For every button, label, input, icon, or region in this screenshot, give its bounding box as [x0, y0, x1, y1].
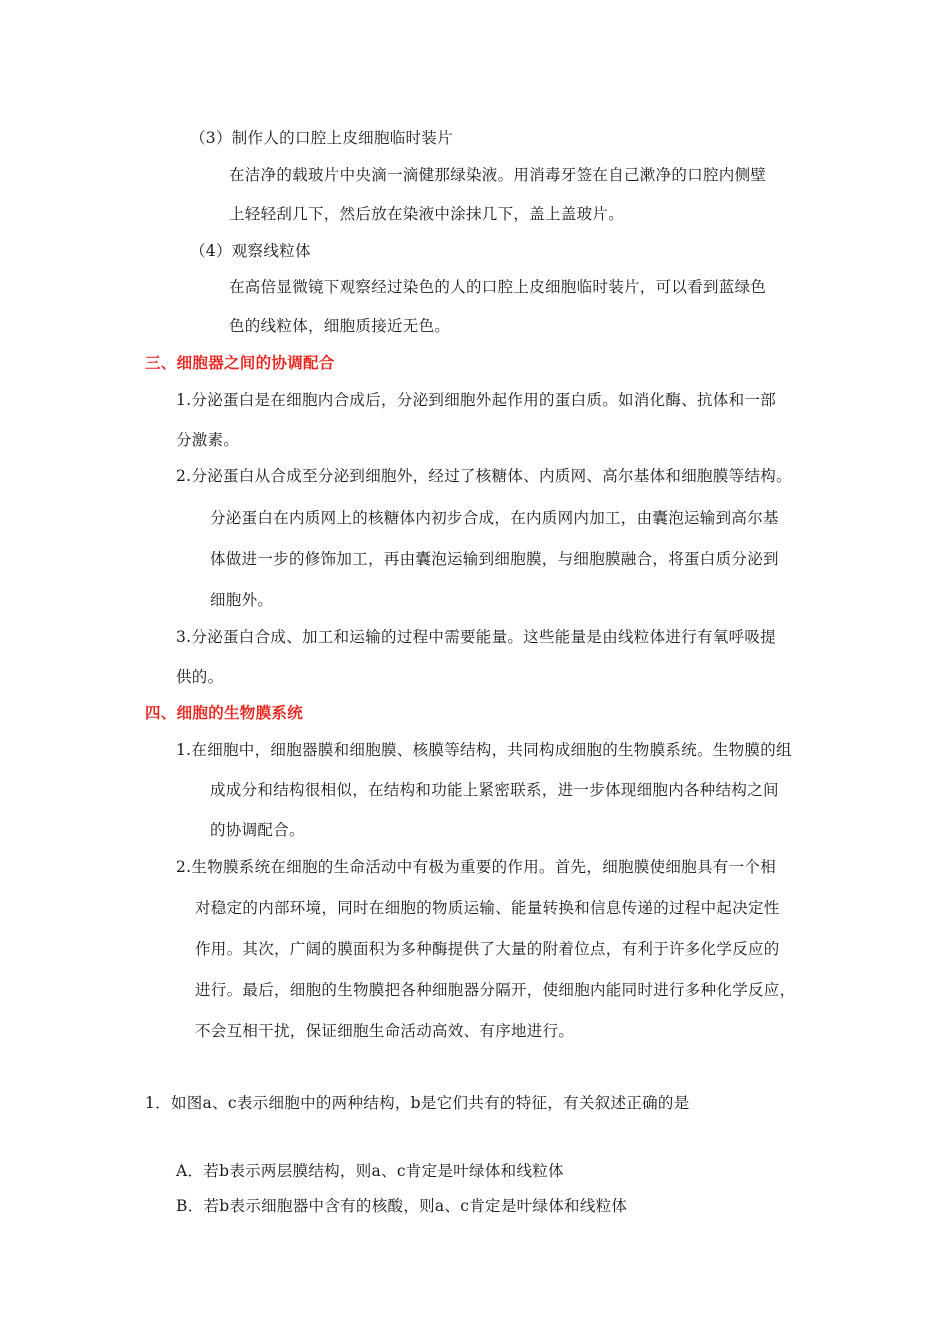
section3-p2-line4: 细胞外。 — [210, 591, 274, 609]
section3-p2-line1: 2.分泌蛋白从合成至分泌到细胞外，经过了核糖体、内质网、高尔基体和细胞膜等结构。 — [176, 467, 792, 485]
section3-p2-line3: 体做进一步的修饰加工，再由囊泡运输到细胞膜，与细胞膜融合，将蛋白质分泌到 — [210, 550, 779, 568]
item3-title: （3）制作人的口腔上皮细胞临时装片 — [190, 129, 453, 147]
item4-body-line1: 在高倍显微镜下观察经过染色的人的口腔上皮细胞临时装片，可以看到蓝绿色 — [229, 278, 767, 296]
section3-p2-line2: 分泌蛋白在内质网上的核糖体内初步合成，在内质网内加工，由囊泡运输到高尔基 — [210, 509, 779, 527]
section4-p1-line2: 成成分和结构很相似，在结构和功能上紧密联系，进一步体现细胞内各种结构之间 — [210, 781, 779, 799]
item4-title: （4）观察线粒体 — [190, 242, 311, 260]
section4-p2-line1: 2.生物膜系统在细胞的生命活动中有极为重要的作用。首先，细胞膜使细胞具有一个相 — [176, 858, 776, 876]
section3-p1-line2: 分激素。 — [176, 431, 240, 449]
section4-p2-line2: 对稳定的内部环境，同时在细胞的物质运输、能量转换和信息传递的过程中起决定性 — [195, 899, 780, 917]
section3-heading: 三、细胞器之间的协调配合 — [145, 354, 335, 372]
section4-p1-line3: 的协调配合。 — [210, 821, 305, 839]
item3-body-line1: 在洁净的载玻片中央滴一滴健那绿染液。用消毒牙签在自己漱净的口腔内侧壁 — [229, 166, 767, 184]
section4-p1-line1: 1.在细胞中，细胞器膜和细胞膜、核膜等结构，共同构成细胞的生物膜系统。生物膜的组 — [176, 741, 792, 759]
section4-p2-line4: 进行。最后，细胞的生物膜把各种细胞器分隔开，使细胞内能同时进行多种化学反应， — [195, 981, 796, 999]
section4-p2-line3: 作用。其次，广阔的膜面积为多种酶提供了大量的附着位点，有利于许多化学反应的 — [195, 940, 780, 958]
question1-option-a: A．若b表示两层膜结构，则a、c肯定是叶绿体和线粒体 — [176, 1162, 564, 1180]
section4-heading: 四、细胞的生物膜系统 — [145, 704, 304, 722]
item4-body-line2: 色的线粒体，细胞质接近无色。 — [229, 317, 451, 335]
question1-option-b: B．若b表示细胞器中含有的核酸，则a、c肯定是叶绿体和线粒体 — [176, 1197, 628, 1215]
section4-p2-line5: 不会互相干扰，保证细胞生命活动高效、有序地进行。 — [195, 1022, 575, 1040]
question1-stem: 1．如图a、c表示细胞中的两种结构，b是它们共有的特征，有关叙述正确的是 — [145, 1094, 690, 1112]
section3-p3-line1: 3.分泌蛋白合成、加工和运输的过程中需要能量。这些能量是由线粒体进行有氧呼吸提 — [176, 628, 776, 646]
section3-p1-line1: 1.分泌蛋白是在细胞内合成后，分泌到细胞外起作用的蛋白质。如消化酶、抗体和一部 — [176, 391, 776, 409]
item3-body-line2: 上轻轻刮几下，然后放在染液中涂抹几下，盖上盖玻片。 — [229, 205, 625, 223]
section3-p3-line2: 供的。 — [176, 668, 224, 686]
